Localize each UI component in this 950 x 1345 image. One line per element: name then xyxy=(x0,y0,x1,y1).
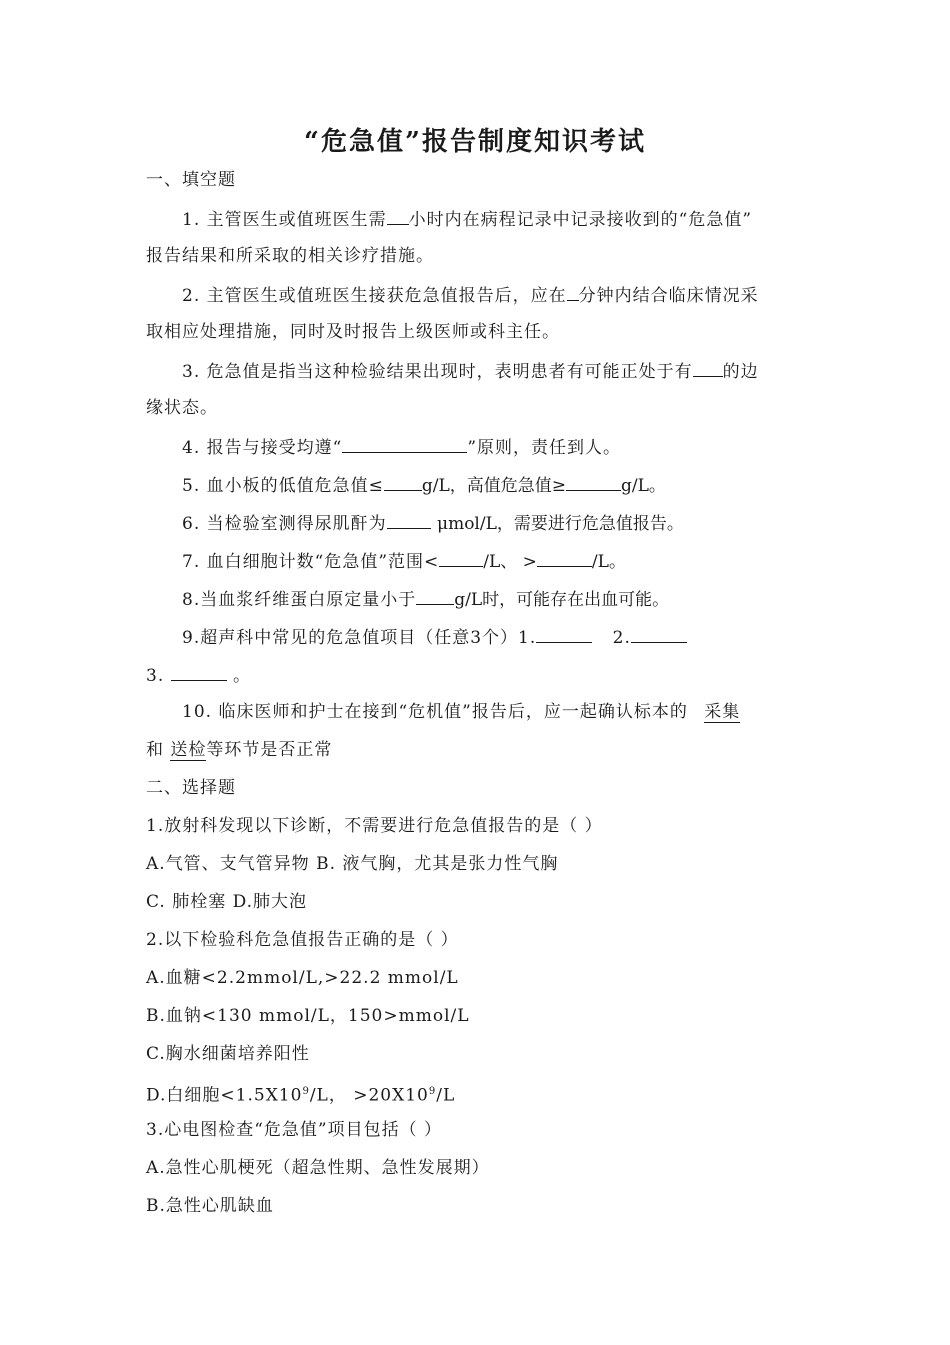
c2d-text-a: D.白细胞<1.5X10 xyxy=(146,1085,303,1106)
q10-answer-collect: 采集 xyxy=(704,702,741,722)
q7-blank-high[interactable] xyxy=(537,548,592,567)
choice-2-option-b: B.血钠<130 mmol/L，150>mmol/L xyxy=(146,1006,470,1026)
q9-blank-3[interactable] xyxy=(171,662,227,681)
q7-blank-low[interactable] xyxy=(439,548,483,567)
q9-text-d: 。 xyxy=(233,666,252,686)
choice-question-2: 2.以下检验科危急值报告正确的是（ ） xyxy=(146,930,459,950)
q6-text-a: 6. 当检验室测得尿肌酐为 xyxy=(182,514,387,534)
q6-blank[interactable] xyxy=(387,510,431,529)
q6-text-b: μmol/L，需要进行危急值报告。 xyxy=(437,514,684,534)
q8-text-b: g/L时，可能存在出血可能。 xyxy=(454,590,670,610)
q2-text-b: 分钟内结合临床情况采 xyxy=(578,286,759,306)
section-heading-multiple-choice: 二、选择题 xyxy=(146,778,236,798)
q7-text-b: /L、 > xyxy=(483,552,537,572)
question-5 xyxy=(182,472,666,498)
q10-text-a: 10. 临床医师和护士在接到“危机值”报告后，应一起确认标本的 xyxy=(182,702,688,722)
q4-text-a: 4. 报告与接受均遵“ xyxy=(182,438,343,458)
q9-blank-1[interactable] xyxy=(536,624,592,643)
choice-2-option-d xyxy=(146,1080,455,1108)
q5-text-b: g/L，高值危急值≥ xyxy=(421,476,567,496)
q5-blank-high[interactable] xyxy=(566,472,621,491)
question-2-line-2: 取相应处理措施，同时及时报告上级医师或科主任。 xyxy=(146,322,560,342)
question-7 xyxy=(182,548,626,574)
q1-text-b: 小时内在病程记录中记录接收到的“危急值” xyxy=(408,210,753,230)
q3-text-b: 的边 xyxy=(722,362,759,382)
question-3-line-1 xyxy=(182,358,759,384)
q5-text-c: g/L。 xyxy=(621,476,666,496)
question-6 xyxy=(182,510,684,536)
q2-text-a: 2. 主管医生或值班医生接获危急值报告后，应在 xyxy=(182,286,567,306)
page-title: “危急值”报告制度知识考试 xyxy=(304,127,646,157)
q5-blank-low[interactable] xyxy=(384,472,422,491)
q10-text-c: 和 xyxy=(146,740,164,760)
q3-text-a: 3. 危急值是指当这种检验结果出现时，表明患者有可能正处于有 xyxy=(182,362,693,382)
q1-blank[interactable] xyxy=(387,206,409,225)
q9-text-b: 2. xyxy=(612,628,631,648)
choice-question-1: 1.放射科发现以下诊断，不需要进行危急值报告的是（ ） xyxy=(146,816,603,836)
c2d-superscript-2: 9 xyxy=(428,1086,437,1097)
question-1-line-1 xyxy=(182,206,752,232)
q7-text-c: /L。 xyxy=(591,552,626,572)
q4-blank[interactable] xyxy=(342,434,467,453)
question-4 xyxy=(182,434,621,460)
q7-text-a: 7. 血白细胞计数“危急值”范围< xyxy=(182,552,440,572)
question-9-line-1 xyxy=(182,624,687,650)
q8-text-a: 8.当血浆纤维蛋白原定量小于 xyxy=(182,590,417,610)
q10-answer-send: 送检 xyxy=(170,740,207,760)
section-heading-fill-blank: 一、填空题 xyxy=(146,170,236,190)
c2d-text-b: /L， >20X10 xyxy=(309,1085,429,1106)
question-9-line-2 xyxy=(146,662,251,688)
q4-text-b: ”原则，责任到人。 xyxy=(467,438,622,458)
choice-3-option-a: A.急性心肌梗死（超急性期、急性发展期） xyxy=(146,1158,490,1178)
choice-1-options-ab: A.气管、支气管异物 B. 液气胸，尤其是张力性气胸 xyxy=(146,854,559,874)
q9-text-a: 9.超声科中常见的危急值项目（任意3个）1. xyxy=(182,628,537,648)
question-2-line-1 xyxy=(182,282,759,308)
question-1-line-2: 报告结果和所采取的相关诊疗措施。 xyxy=(146,246,434,266)
q1-text-a: 1. 主管医生或值班医生需 xyxy=(182,210,387,230)
question-3-line-2: 缘状态。 xyxy=(146,398,218,418)
question-10-line-2 xyxy=(146,738,332,762)
choice-3-option-b: B.急性心肌缺血 xyxy=(146,1196,274,1216)
c2d-text-c: /L xyxy=(436,1085,456,1106)
c2d-superscript-1: 9 xyxy=(302,1086,310,1097)
q2-blank[interactable] xyxy=(567,282,579,301)
q9-blank-2[interactable] xyxy=(631,624,687,643)
question-8 xyxy=(182,586,669,612)
choice-1-options-cd: C. 肺栓塞 D.肺大泡 xyxy=(146,892,308,912)
q5-text-a: 5. 血小板的低值危急值≤ xyxy=(182,476,384,496)
q10-text-e: 等环节是否正常 xyxy=(206,740,333,760)
question-10-line-1 xyxy=(182,700,740,724)
q3-blank[interactable] xyxy=(693,358,723,377)
q8-blank[interactable] xyxy=(416,586,454,605)
choice-2-option-a: A.血糖<2.2mmol/L,>22.2 mmol/L xyxy=(146,968,459,988)
choice-question-3: 3.心电图检查“危急值”项目包括（ ） xyxy=(146,1120,443,1140)
choice-2-option-c: C.胸水细菌培养阳性 xyxy=(146,1044,310,1064)
q9-text-c: 3. xyxy=(146,666,165,686)
